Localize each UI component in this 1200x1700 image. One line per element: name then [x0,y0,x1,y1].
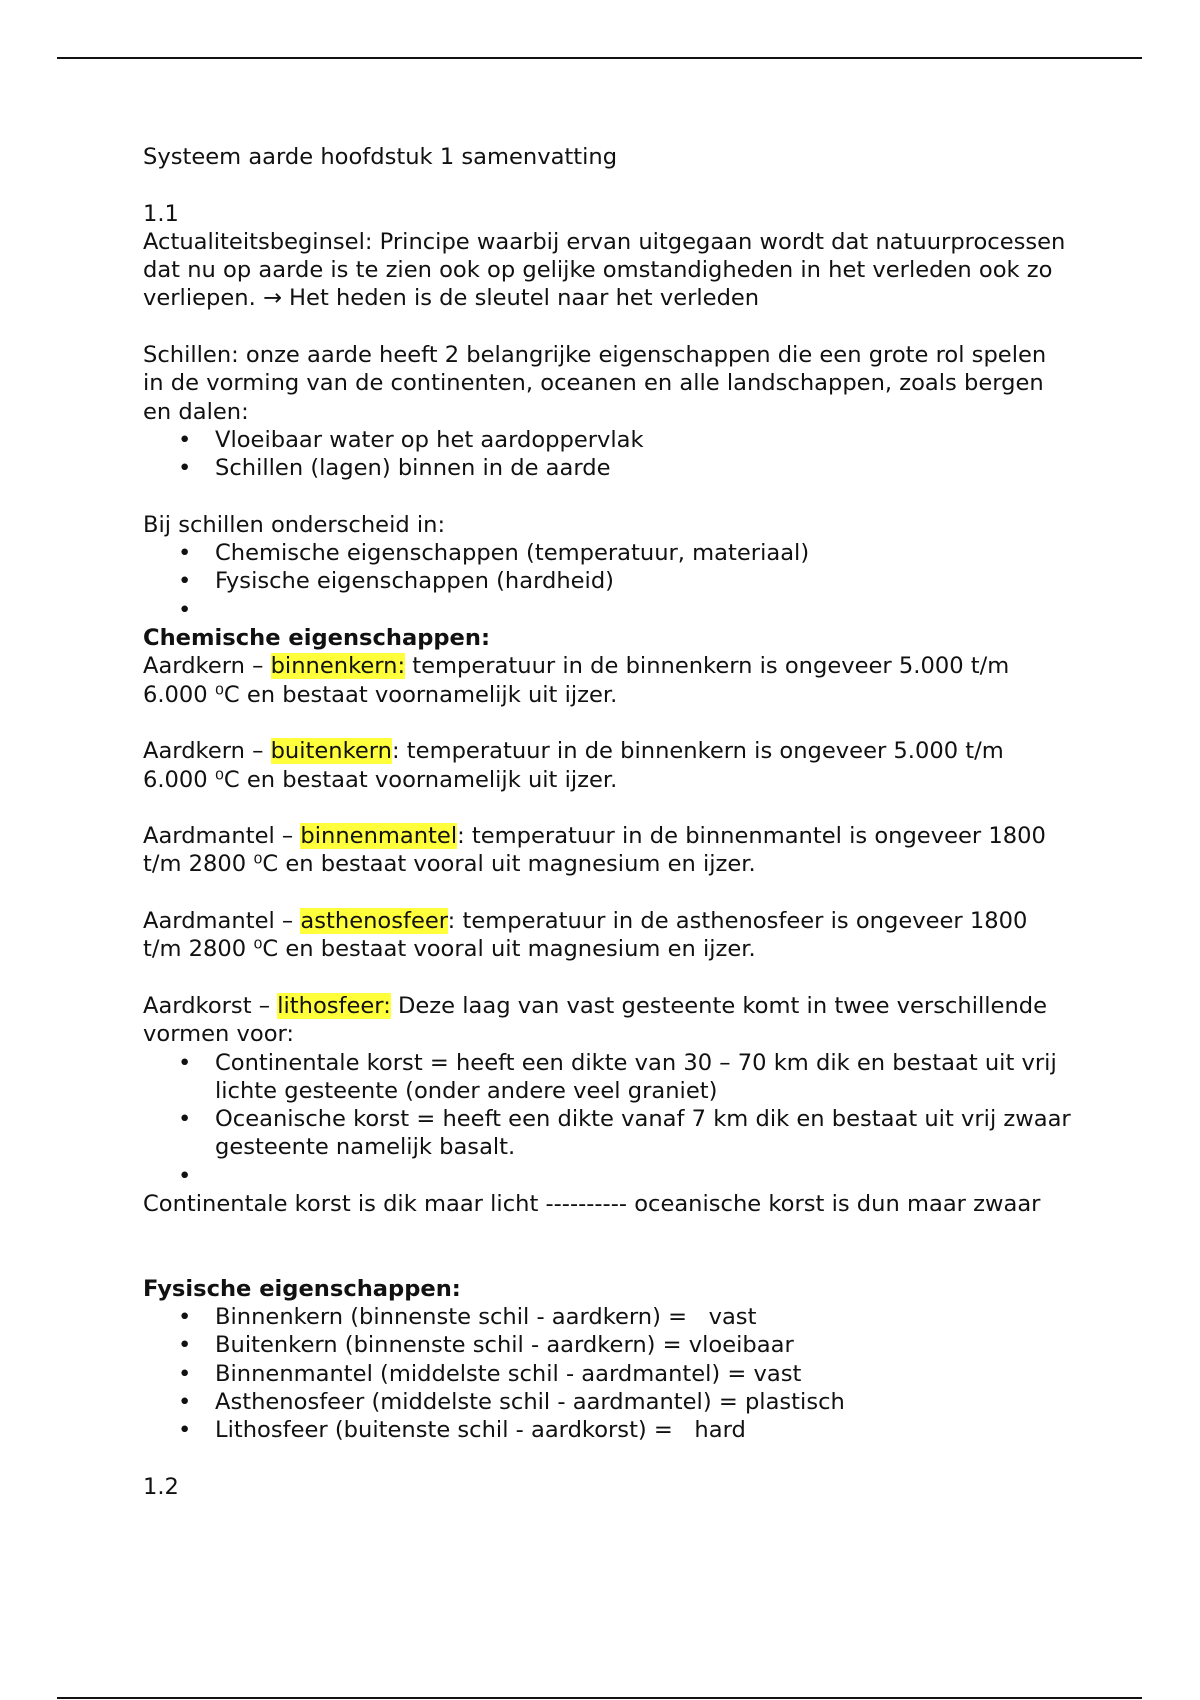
section-number-1-2: 1.2 [143,1473,179,1500]
lithosfeer-paragraph [143,992,1073,1049]
asthenosfeer-highlight: asthenosfeer [300,908,448,935]
header-rule [57,57,1142,59]
empty-list-item [215,596,1073,624]
section-number-1-1: 1.1 [143,200,179,227]
binnenmantel-paragraph [143,822,1073,879]
binnenmantel-text: : temperatuur in de binnenmantel is ongeveer 1800 t/m 2800 ⁰C en bestaat vooral uit magnesium en ijzer. [143,823,1046,878]
onderscheid-list [143,539,1073,624]
list-item: • Vloeibaar water op het aardoppervlak [215,426,1073,454]
actualiteitsbeginsel-paragraph: Actualiteitsbeginsel: Principe waarbij ervan uitgegaan wordt dat natuurprocessen dat nu op aarde is te zien ook op gelijke omstandigheden in het verleden ook zo verliepen. → Het heden is de sleutel naar het verleden [143,228,1066,312]
list-item: • Schillen (lagen) binnen in de aarde [215,454,1073,482]
lithosfeer-text: Deze laag van vast gesteente komt in twee verschillende vormen voor: [143,992,1048,1048]
footer-rule [57,1697,1142,1699]
buitenkern-text: : temperatuur in de binnenkern is ongeveer 5.000 t/m 6.000 ⁰C en bestaat voornamelijk uit ijzer. [143,738,1004,793]
schillen-list [143,426,1073,483]
chemische-heading: Chemische eigenschappen: [143,625,491,652]
empty-list-item [215,1162,1073,1190]
buitenkern-paragraph [143,737,1073,794]
lithosfeer-prefix: Aardkorst – [143,992,278,1019]
korst-list [143,1049,1073,1190]
list-item: • Chemische eigenschappen (temperatuur, materiaal) [215,539,1073,567]
binnenmantel-highlight: binnenmantel [300,823,458,850]
list-item: • Binnenkern (binnenste schil - aardkern) = vast [215,1303,1073,1331]
list-item: • Continentale korst = heeft een dikte van 30 – 70 km dik en bestaat uit vrij lichte gesteente (onder andere veel graniet) [215,1049,1073,1106]
list-item: • Buitenkern (binnenste schil - aardkern) = vloeibaar [215,1331,1073,1359]
list-item: • Lithosfeer (buitenste schil - aardkorst) = hard [215,1416,1073,1444]
onderscheid-paragraph: Bij schillen onderscheid in: [143,511,446,538]
document-title: Systeem aarde hoofdstuk 1 samenvatting [143,144,618,170]
korst-vergelijking: Continentale korst is dik maar licht ---------- oceanische korst is dun maar zwaar [143,1190,1041,1217]
binnenkern-prefix: Aardkern – [143,653,271,680]
schillen-paragraph: Schillen: onze aarde heeft 2 belangrijke eigenschappen die een grote rol spelen in de vorming van de continenten, oceanen en alle landschappen, zoals bergen en dalen: [143,342,1047,425]
binnenkern-highlight: binnenkern: [270,653,406,680]
list-item: • Asthenosfeer (middelste schil - aardmantel) = plastisch [215,1388,1073,1416]
fysische-list [143,1303,1073,1444]
binnenkern-paragraph [143,652,1073,709]
binnenmantel-prefix: Aardmantel – [143,823,301,850]
fysische-heading: Fysische eigenschappen: [143,1275,461,1302]
asthenosfeer-text: : temperatuur in de asthenosfeer is ongeveer 1800 t/m 2800 ⁰C en bestaat vooral uit magnesium en ijzer. [143,908,1028,963]
asthenosfeer-prefix: Aardmantel – [143,908,301,935]
list-item: • Fysische eigenschappen (hardheid) [215,567,1073,595]
list-item: • Oceanische korst = heeft een dikte vanaf 7 km dik en bestaat uit vrij zwaar gesteente namelijk basalt. [215,1105,1073,1162]
lithosfeer-highlight: lithosfeer: [277,992,391,1019]
buitenkern-prefix: Aardkern – [143,738,271,765]
list-item: • Binnenmantel (middelste schil - aardmantel) = vast [215,1360,1073,1388]
document-body [143,143,1073,1501]
binnenkern-text: temperatuur in de binnenkern is ongeveer 5.000 t/m 6.000 ⁰C en bestaat voornamelijk uit ijzer. [143,653,1010,708]
buitenkern-highlight: buitenkern [270,738,393,765]
asthenosfeer-paragraph [143,907,1073,964]
